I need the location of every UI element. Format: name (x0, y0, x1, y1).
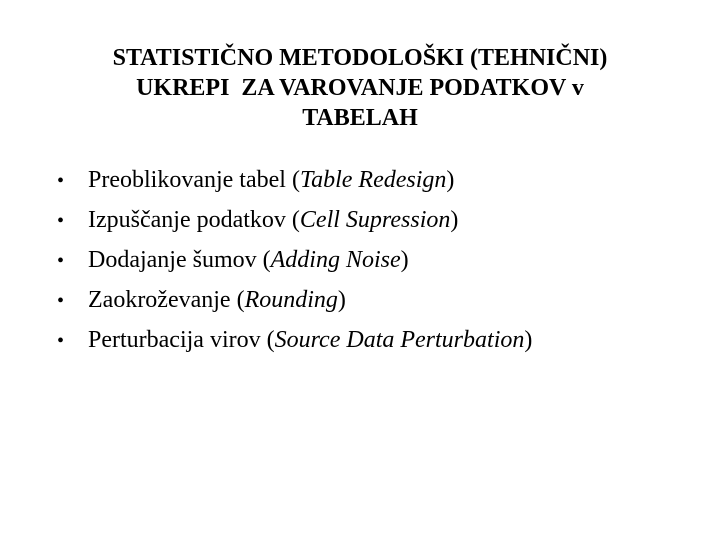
bullet-icon: • (57, 250, 65, 272)
bullet-english-term: Source Data Perturbation (274, 327, 525, 353)
bullet-label: Zaokroževanje ( (88, 287, 245, 313)
bullet-english-term: Rounding (244, 287, 338, 313)
bullet-close-paren: ) (337, 287, 346, 313)
bullet-text (88, 240, 409, 280)
title-line-2: UKREPI ZA VAROVANJE PODATKOV v (136, 75, 584, 101)
bullet-label: Dodajanje šumov ( (88, 247, 271, 273)
bullet-item-cell-supression (57, 200, 532, 240)
bullet-icon: • (57, 210, 65, 232)
bullet-english-term: Table Redesign (299, 167, 447, 193)
bullet-text (88, 280, 346, 320)
bullet-text (88, 320, 532, 360)
bullet-text (88, 200, 458, 240)
bullet-item-rounding (57, 280, 532, 320)
bullet-icon: • (57, 290, 65, 312)
bullet-english-term: Adding Noise (270, 247, 401, 273)
bullet-item-table-redesign (57, 160, 532, 200)
bullet-item-source-data-perturbation (57, 320, 532, 360)
bullet-label: Perturbacija virov ( (88, 327, 275, 353)
bullet-english-term: Cell Supression (299, 207, 451, 233)
bullet-text (88, 160, 454, 200)
bullet-close-paren: ) (450, 207, 459, 233)
bullet-list (57, 160, 532, 360)
title-line-3: TABELAH (302, 105, 418, 131)
bullet-close-paren: ) (446, 167, 455, 193)
title-line-1: STATISTIČNO METODOLOŠKI (TEHNIČNI) (112, 45, 608, 71)
bullet-icon: • (57, 170, 65, 192)
slide-title (40, 43, 680, 133)
bullet-close-paren: ) (400, 247, 409, 273)
bullet-close-paren: ) (524, 327, 533, 353)
bullet-icon: • (57, 330, 65, 352)
bullet-label: Preoblikovanje tabel ( (88, 167, 300, 193)
bullet-item-adding-noise (57, 240, 532, 280)
bullet-label: Izpuščanje podatkov ( (88, 207, 300, 233)
